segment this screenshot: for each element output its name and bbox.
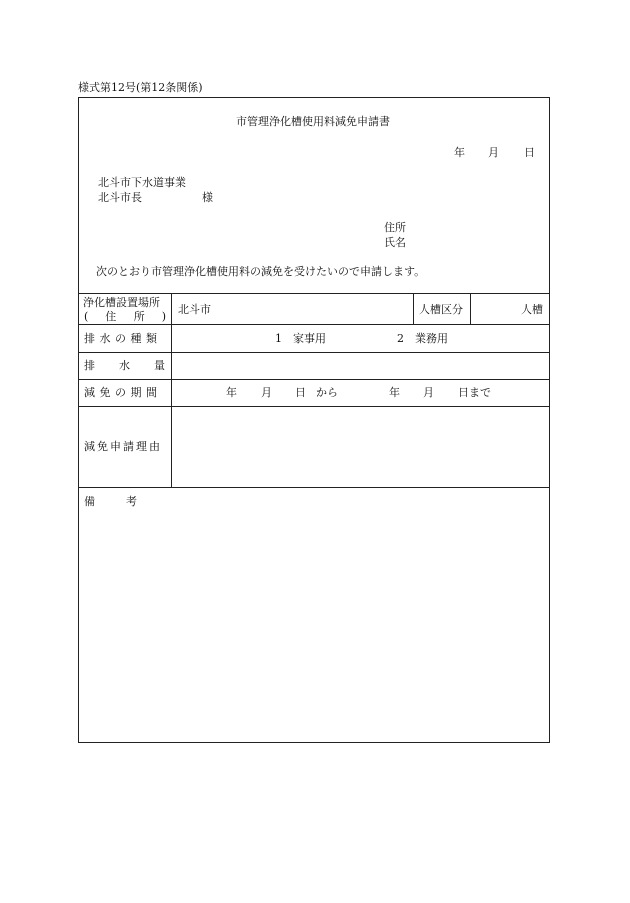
period-label: 減免の期間 [84, 386, 162, 399]
addressee-honorific: 様 [202, 191, 213, 204]
table-vline [171, 293, 172, 487]
form-title: 市管理浄化槽使用料減免申請書 [236, 115, 390, 128]
table-hline [78, 406, 550, 407]
form-number: 様式第12号(第12条関係) [78, 81, 203, 94]
capacity-unit: 人槽 [521, 303, 543, 316]
table-vline [413, 293, 414, 324]
location-label-mid: 住 所 [105, 310, 145, 323]
form-frame [78, 97, 550, 743]
drain-type-option-business: 2 業務用 [397, 332, 448, 345]
table-hline [78, 487, 550, 488]
addressee-line1: 北斗市下水道事業 [98, 176, 186, 189]
date-year: 年 [454, 146, 465, 159]
period-from-day: 日 [295, 386, 306, 399]
location-value: 北斗市 [178, 303, 211, 316]
period-to-day: 日まで [458, 386, 491, 399]
applicant-address-label: 住所 [384, 221, 406, 234]
period-from-suffix: から [316, 386, 338, 399]
table-vline [470, 293, 471, 324]
period-from-month: 月 [261, 386, 272, 399]
table-hline [78, 293, 550, 294]
table-hline [78, 379, 550, 380]
date-month: 月 [488, 146, 499, 159]
table-hline [78, 324, 550, 325]
table-hline [78, 352, 550, 353]
addressee-line2: 北斗市長 [98, 191, 142, 204]
date-day: 日 [524, 146, 535, 159]
location-label-line1: 浄化槽設置場所 [83, 296, 160, 309]
reason-label: 減免申請理由 [84, 440, 162, 453]
location-label-close: ) [161, 310, 166, 323]
location-label-open: ( [84, 310, 89, 323]
application-statement: 次のとおり市管理浄化槽使用料の減免を受けたいので申請します。 [96, 265, 426, 278]
period-from-year: 年 [226, 386, 237, 399]
location-label-line2 [84, 311, 166, 322]
drain-volume-label: 排水量 [84, 359, 189, 372]
capacity-class-label: 人槽区分 [419, 303, 463, 316]
period-to-month: 月 [423, 386, 434, 399]
drain-type-option-household: 1 家事用 [275, 332, 326, 345]
period-to-year: 年 [389, 386, 400, 399]
remarks-label: 備 考 [84, 495, 147, 508]
applicant-name-label: 氏名 [384, 236, 406, 249]
drain-type-label: 排水の種類 [84, 332, 162, 345]
